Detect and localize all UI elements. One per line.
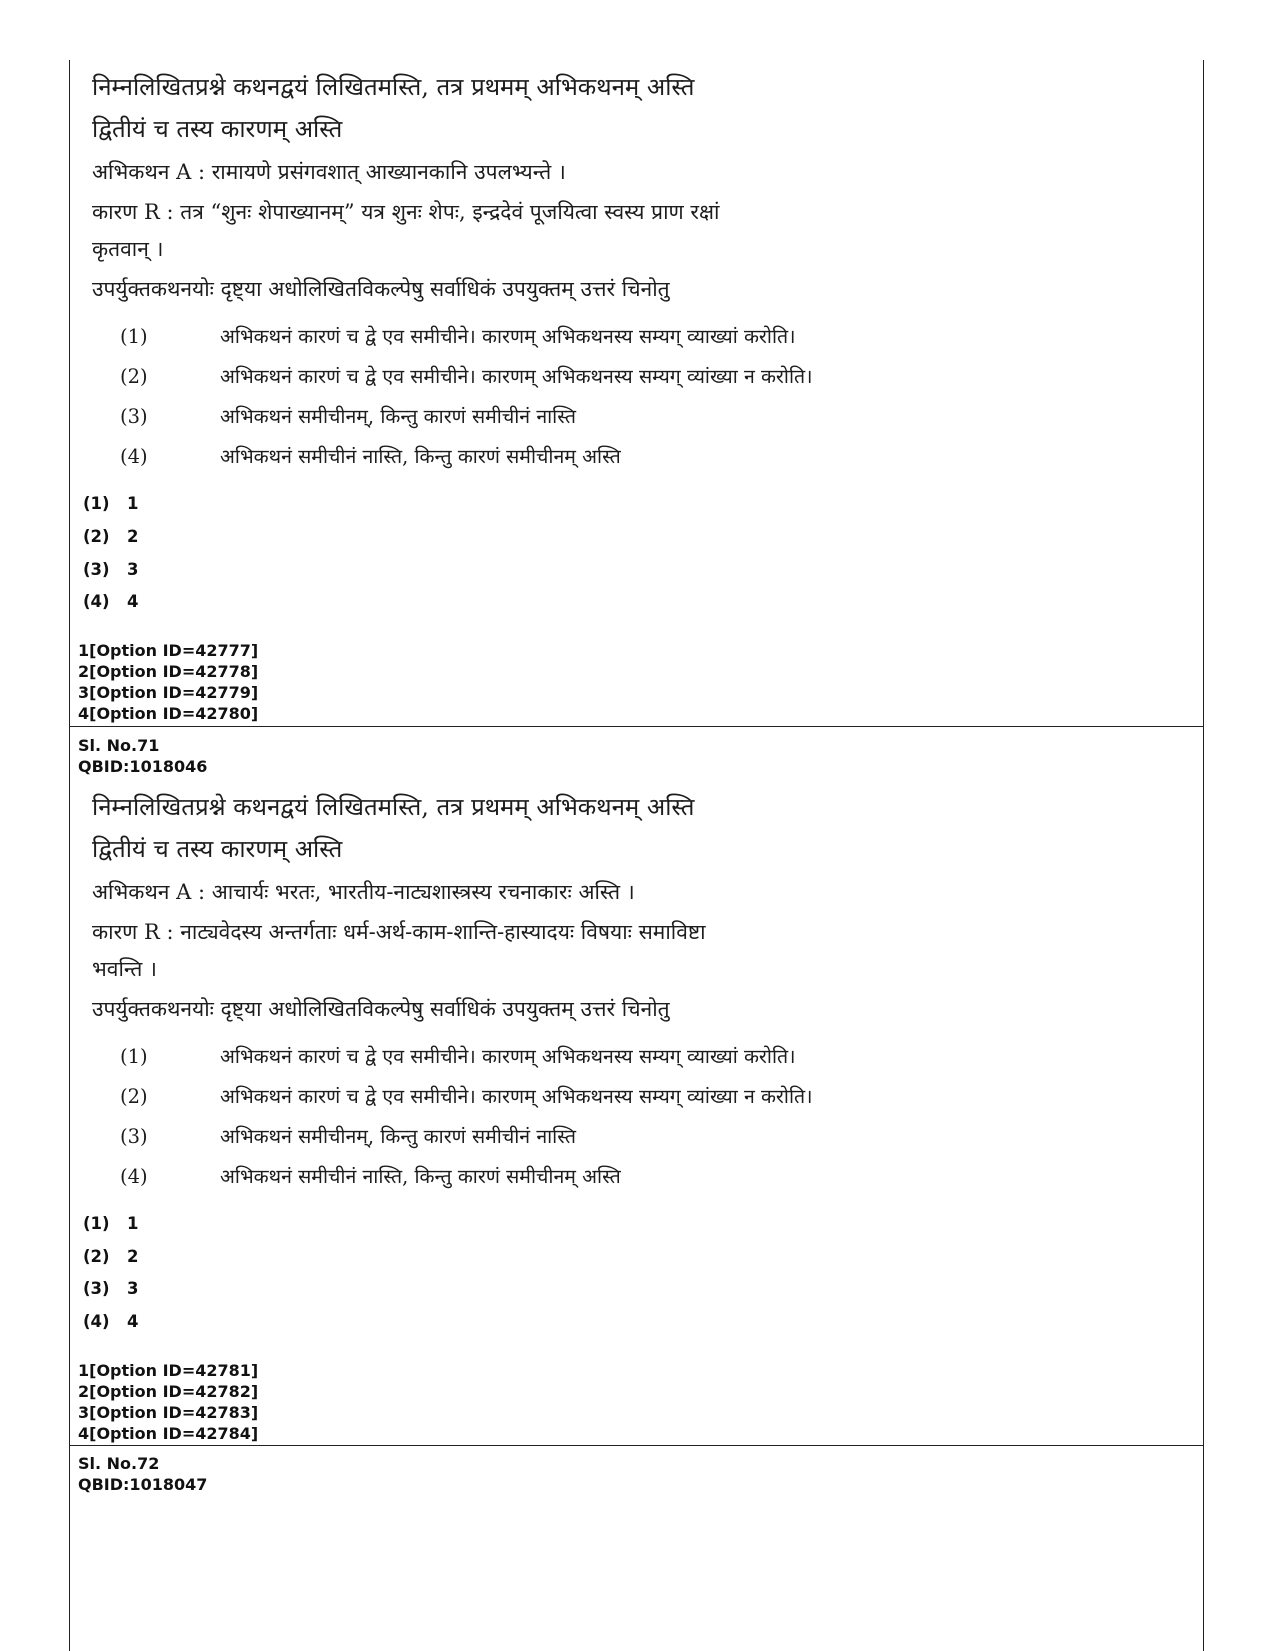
question-intro-line-2: द्वितीयं च तस्य कारणम् अस्ति	[92, 835, 343, 863]
answer-value: 3	[127, 1279, 139, 1298]
reason-text-line-1: कारण R : तत्र “शुनः शेपाख्यानम्” यत्र शुनः शेपः, इन्द्रदेवं पूजयित्वा स्वस्य प्राण रक्षां	[92, 200, 720, 224]
answer-key: (4)	[83, 592, 110, 611]
answer-key: (3)	[83, 1279, 110, 1298]
option-id: 3[Option ID=42783]	[78, 1403, 259, 1422]
question-divider	[70, 1445, 1203, 1446]
serial-number: Sl. No.72	[78, 1454, 160, 1473]
choice-2	[120, 1082, 813, 1109]
option-id: 4[Option ID=42780]	[78, 704, 259, 723]
choice-4	[120, 442, 621, 469]
answer-key: (4)	[83, 1312, 110, 1331]
option-id: 1[Option ID=42781]	[78, 1361, 259, 1380]
choice-number: (4)	[120, 445, 148, 468]
question-prompt: उपर्युक्तकथनयोः दृष्ट्या अधोलिखितविकल्पेषु सर्वाधिकं उपयुक्तम् उत्तरं चिनोतु	[92, 997, 670, 1021]
reason-text-line-1: कारण R : नाट्यवेदस्य अन्तर्गताः धर्म-अर्थ-काम-शान्ति-हास्यादयः विषयाः समाविष्टा	[92, 920, 706, 944]
answer-option-1[interactable]	[83, 494, 138, 513]
choice-text: अभिकथनं कारणं च द्वे एव समीचीने। कारणम् अभिकथनस्य सम्यग् व्याख्यां करोति।	[220, 325, 796, 348]
choice-number: (3)	[120, 405, 148, 428]
question-header	[78, 735, 207, 777]
choice-number: (2)	[120, 1085, 148, 1108]
choice-text: अभिकथनं समीचीनम्, किन्तु कारणं समीचीनं नास्ति	[220, 405, 576, 428]
option-id-list	[78, 640, 258, 724]
choice-text: अभिकथनं समीचीनं नास्ति, किन्तु कारणं समीचीनम् अस्ति	[220, 1165, 621, 1188]
choice-3	[120, 1122, 576, 1149]
reason-text-line-2: कृतवान् ।	[92, 237, 164, 261]
question-intro-line-1: निम्नलिखितप्रश्ने कथनद्वयं लिखितमस्ति, तत्र प्रथमम् अभिकथनम् अस्ति	[92, 793, 695, 821]
answer-value: 4	[127, 1312, 139, 1331]
answer-option-2[interactable]	[83, 527, 138, 546]
option-id: 3[Option ID=42779]	[78, 683, 259, 702]
answer-key: (3)	[83, 560, 110, 579]
answer-value: 2	[127, 527, 139, 546]
question-intro-line-2: द्वितीयं च तस्य कारणम् अस्ति	[92, 115, 343, 143]
choice-text: अभिकथनं कारणं च द्वे एव समीचीने। कारणम् अभिकथनस्य सम्यग् व्यांख्या न करोति।	[220, 1085, 813, 1108]
answer-option-2[interactable]	[83, 1247, 138, 1266]
question-72-header	[78, 1453, 207, 1495]
answer-key: (2)	[83, 527, 110, 546]
choice-2	[120, 362, 813, 389]
question-intro-line-1: निम्नलिखितप्रश्ने कथनद्वयं लिखितमस्ति, तत्र प्रथमम् अभिकथनम् अस्ति	[92, 73, 695, 101]
answer-value: 1	[127, 494, 139, 513]
option-id: 2[Option ID=42782]	[78, 1382, 259, 1401]
answer-value: 2	[127, 1247, 139, 1266]
option-id: 4[Option ID=42784]	[78, 1424, 259, 1443]
choice-1	[120, 322, 796, 349]
choice-1	[120, 1042, 796, 1069]
answer-key: (1)	[83, 494, 110, 513]
option-id: 2[Option ID=42778]	[78, 662, 259, 681]
choice-text: अभिकथनं कारणं च द्वे एव समीचीने। कारणम् अभिकथनस्य सम्यग् व्यांख्या न करोति।	[220, 365, 813, 388]
assertion-text: अभिकथन A : रामायणे प्रसंगवशात् आख्यानकानि उपलभ्यन्ते ।	[92, 160, 566, 184]
qbid: QBID:1018046	[78, 757, 208, 776]
choice-number: (3)	[120, 1125, 148, 1148]
answer-option-4[interactable]	[83, 592, 138, 611]
choice-number: (4)	[120, 1165, 148, 1188]
answer-option-1[interactable]	[83, 1214, 138, 1233]
answer-option-3[interactable]	[83, 560, 138, 579]
assertion-text: अभिकथन A : आचार्यः भरतः, भारतीय-नाट्यशास्त्रस्य रचनाकारः अस्ति ।	[92, 880, 635, 904]
choice-number: (1)	[120, 1045, 148, 1068]
answer-value: 3	[127, 560, 139, 579]
choice-number: (2)	[120, 365, 148, 388]
answer-option-4[interactable]	[83, 1312, 138, 1331]
choice-text: अभिकथनं समीचीनम्, किन्तु कारणं समीचीनं नास्ति	[220, 1125, 576, 1148]
choice-number: (1)	[120, 325, 148, 348]
choice-text: अभिकथनं कारणं च द्वे एव समीचीने। कारणम् अभिकथनस्य सम्यग् व्याख्यां करोति।	[220, 1045, 796, 1068]
serial-number: Sl. No.71	[78, 736, 160, 755]
answer-value: 1	[127, 1214, 139, 1233]
answer-option-3[interactable]	[83, 1279, 138, 1298]
choice-4	[120, 1162, 621, 1189]
answer-key: (1)	[83, 1214, 110, 1233]
reason-text-line-2: भवन्ति ।	[92, 957, 157, 981]
answer-value: 4	[127, 592, 139, 611]
qbid: QBID:1018047	[78, 1475, 208, 1494]
question-prompt: उपर्युक्तकथनयोः दृष्ट्या अधोलिखितविकल्पेषु सर्वाधिकं उपयुक्तम् उत्तरं चिनोतु	[92, 277, 670, 301]
question-divider	[70, 726, 1203, 727]
choice-3	[120, 402, 576, 429]
page-frame	[69, 60, 1204, 1651]
answer-key: (2)	[83, 1247, 110, 1266]
option-id-list	[78, 1360, 258, 1444]
choice-text: अभिकथनं समीचीनं नास्ति, किन्तु कारणं समीचीनम् अस्ति	[220, 445, 621, 468]
option-id: 1[Option ID=42777]	[78, 641, 259, 660]
